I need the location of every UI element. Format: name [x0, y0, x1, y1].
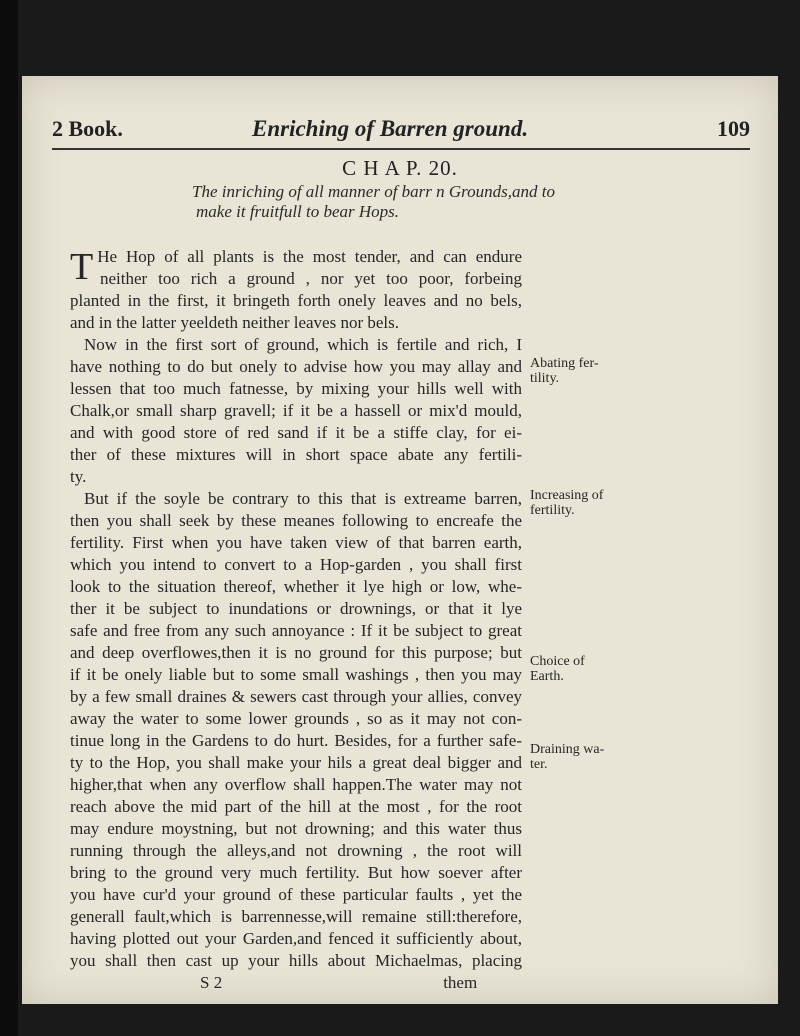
body-line: ty to the Hop, you shall make your hils a great deal bigger and [70, 753, 522, 772]
margin-note-draining: Draining wa- ter. [530, 742, 605, 772]
margin-note-increasing: Increasing of fertility. [530, 488, 604, 518]
book-page [22, 76, 778, 1004]
catchword-line: S 2 them [200, 973, 478, 992]
body-line: and in the latter yeeldeth neither leaves nor bels. [70, 313, 400, 332]
subtitle-line: The inriching of all manner of barr n Grounds,and to [192, 182, 555, 201]
chapter-subtitle [192, 182, 612, 222]
body-line: But if the soyle be contrary to this that is extreame barren, [84, 489, 522, 508]
body-line: T He Hop of all plants is the most tender, and can endure [70, 246, 522, 288]
chapter-heading: C H A P. 20. [342, 156, 458, 180]
body-line: you shall then cast up your hills about Michaelmas, placing [70, 951, 522, 970]
body-line: by a few small draines & sewers cast through your allies, convey [70, 687, 522, 706]
page-number: 109 [717, 116, 750, 141]
body-line: higher,that when any overflow shall happen.The water may not [70, 775, 522, 794]
scan-border [0, 0, 18, 1036]
body-line: then you shall seek by these meanes following to encreafe the [70, 511, 522, 530]
body-line: fertility. First when you have taken view of that barren earth, [70, 533, 522, 552]
body-line: ty. [70, 467, 87, 486]
body-line: planted in the first, it bringeth forth onely leaves and no bels, [70, 291, 522, 310]
book-label: 2 Book. [52, 116, 123, 141]
body-text [70, 246, 522, 994]
body-line: may endure moystning, but not drowning; and this water thus [70, 819, 522, 838]
body-line: bring to the ground very much fertility. But how soever after [70, 863, 522, 882]
body-line: if it be onely liable but to some small washings , then you may [70, 665, 522, 684]
body-line: lessen that too much fatnesse, by mixing your hills well with [70, 379, 522, 398]
body-line: neither too rich a ground , nor yet too poor, forbeing [100, 269, 522, 288]
body-line: safe and free from any such annoyance : If it be subject to great [70, 621, 522, 640]
body-line: Chalk,or small sharp gravell; if it be a hassell or mix'd mould, [70, 401, 522, 420]
body-line: you have cur'd your ground of these particular faults , yet the [70, 885, 522, 904]
body-line: having plotted out your Garden,and fenced it sufficiently about, [70, 929, 522, 948]
body-line: ther of these mixtures will in short space abate any fertili- [70, 445, 522, 464]
body-line: and with good store of red sand if it be a stiffe clay, for ei- [70, 423, 522, 442]
body-line: and deep overflowes,then it is no ground for this purpose; but [70, 643, 522, 662]
subtitle-line: make it fruitfull to bear Hops. [196, 202, 400, 221]
body-line: tinue long in the Gardens to do hurt. Besides, for a further safe- [70, 731, 522, 750]
body-line: look to the situation thereof, whether it lye high or low, whe- [70, 577, 522, 596]
body-line: reach above the mid part of the hill at the most , for the root [70, 797, 522, 816]
body-line: have nothing to do but onely to advise how you may allay and [70, 357, 522, 376]
margin-note-abating: Abating fer- tility. [530, 356, 599, 386]
margin-note-choice: Choice of Earth. [530, 654, 585, 684]
running-header [52, 114, 750, 150]
body-line: Now in the first sort of ground, which is fertile and rich, I [84, 335, 522, 354]
body-line: running through the alleys,and not drowning , the root will [70, 841, 522, 860]
running-title: Enriching of Barren ground. [252, 116, 529, 141]
body-line: ther it be subject to inundations or drownings, or that it lye [70, 599, 522, 618]
drop-cap: T [70, 246, 94, 288]
body-line: generall fault,which is barrennesse,will remaine still:therefore, [70, 907, 522, 926]
body-line: away the water to some lower grounds , so as it may not con- [70, 709, 522, 728]
body-line: which you intend to convert to a Hop-garden , you shall first [70, 555, 522, 574]
